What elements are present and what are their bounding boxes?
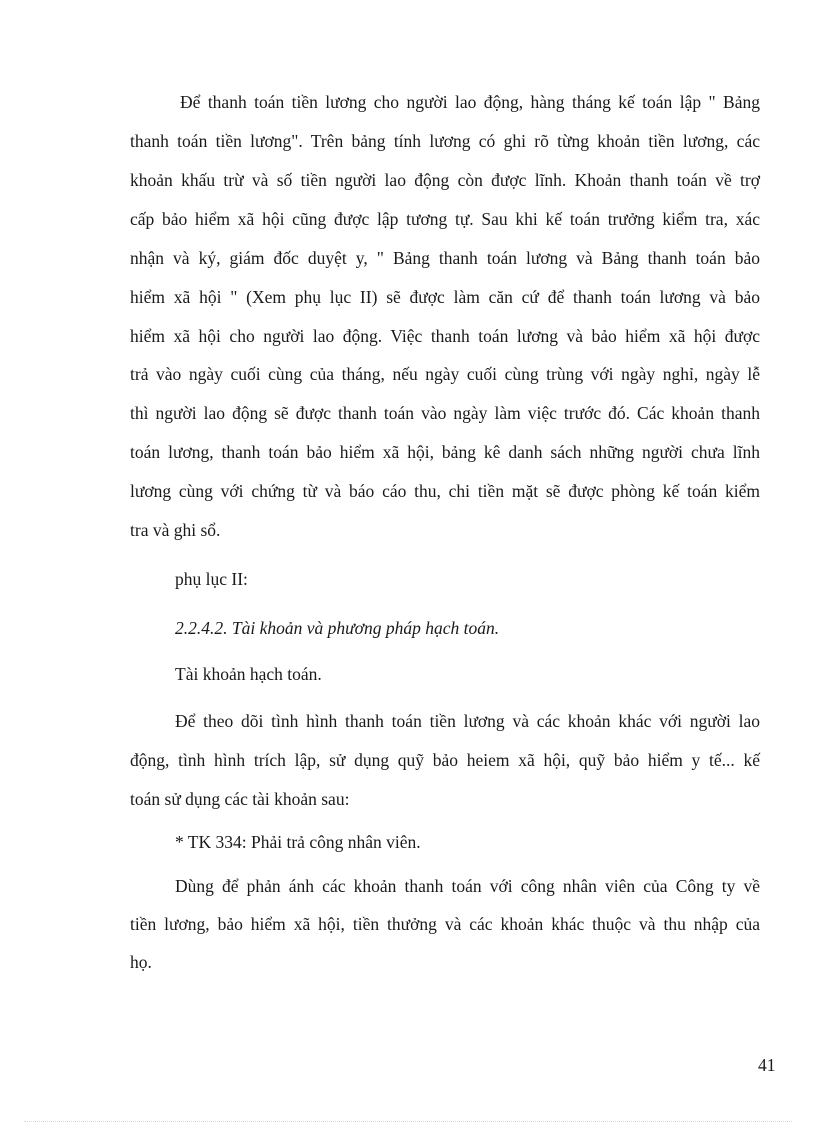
paragraph-1-line-3: khoản khấu trừ và số tiền người lao động còn được lĩnh. Khoản thanh toán về trợ <box>130 170 760 190</box>
paragraph-1-line-1: Để thanh toán tiền lương cho người lao động, hàng tháng kế toán lập " Bảng <box>180 92 760 112</box>
paragraph-1-line-6: hiểm xã hội " (Xem phụ lục II) sẽ được làm căn cứ để thanh toán lương và bảo <box>130 287 760 307</box>
paragraph-1-line-4: cấp bảo hiểm xã hội cũng được lập tương tự. Sau khi kế toán trưởng kiểm tra, xác <box>130 209 760 229</box>
paragraph-1-line-11: lương cùng với chứng từ và báo cáo thu, chi tiền mặt sẽ được phòng kế toán kiểm <box>130 481 760 501</box>
subheading: Tài khoản hạch toán. <box>175 664 322 684</box>
paragraph-1-line-5: nhận và ký, giám đốc duyệt y, " Bảng thanh toán lương và Bảng thanh toán bảo <box>130 248 760 268</box>
section-heading: 2.2.4.2. Tài khoản và phương pháp hạch toán. <box>175 618 500 638</box>
paragraph-1-line-10: toán lương, thanh toán bảo hiểm xã hội, bảng kê danh sách những người chưa lĩnh <box>130 442 760 462</box>
paragraph-2-line-1: Để theo dõi tình hình thanh toán tiền lương và các khoản khác với người lao <box>175 711 760 731</box>
paragraph-2-line-2: động, tình hình trích lập, sử dụng quỹ bảo heiem xã hội, quỹ bảo hiểm y tế... kế <box>130 750 760 770</box>
account-item: * TK 334: Phải trả công nhân viên. <box>175 832 421 852</box>
paragraph-3-line-1: Dùng để phản ánh các khoản thanh toán với công nhân viên của Công ty về <box>175 876 760 896</box>
paragraph-3-line-3: họ. <box>130 952 152 972</box>
paragraph-1-line-12: tra và ghi sổ. <box>130 520 221 540</box>
appendix-label: phụ lục II: <box>175 569 248 589</box>
paragraph-3-line-2: tiền lương, bảo hiểm xã hội, tiền thưởng và các khoản khác thuộc và thu nhập của <box>130 914 760 934</box>
paragraph-1-line-2: thanh toán tiền lương". Trên bảng tính lương có ghi rõ từng khoản tiền lương, các <box>130 131 760 151</box>
paragraph-1-line-7: hiểm xã hội cho người lao động. Việc thanh toán lương và bảo hiểm xã hội được <box>130 326 760 346</box>
paragraph-1-line-8: trả vào ngày cuối cùng của tháng, nếu ngày cuối cùng trùng với ngày nghỉ, ngày lễ <box>130 364 760 384</box>
paragraph-1-line-9: thì người lao động sẽ được thanh toán vào ngày làm việc trước đó. Các khoản thanh <box>130 403 760 423</box>
paragraph-2-line-3: toán sử dụng các tài khoản sau: <box>130 789 350 809</box>
page-number: 41 <box>758 1055 776 1075</box>
page-bottom-divider <box>24 1121 792 1122</box>
